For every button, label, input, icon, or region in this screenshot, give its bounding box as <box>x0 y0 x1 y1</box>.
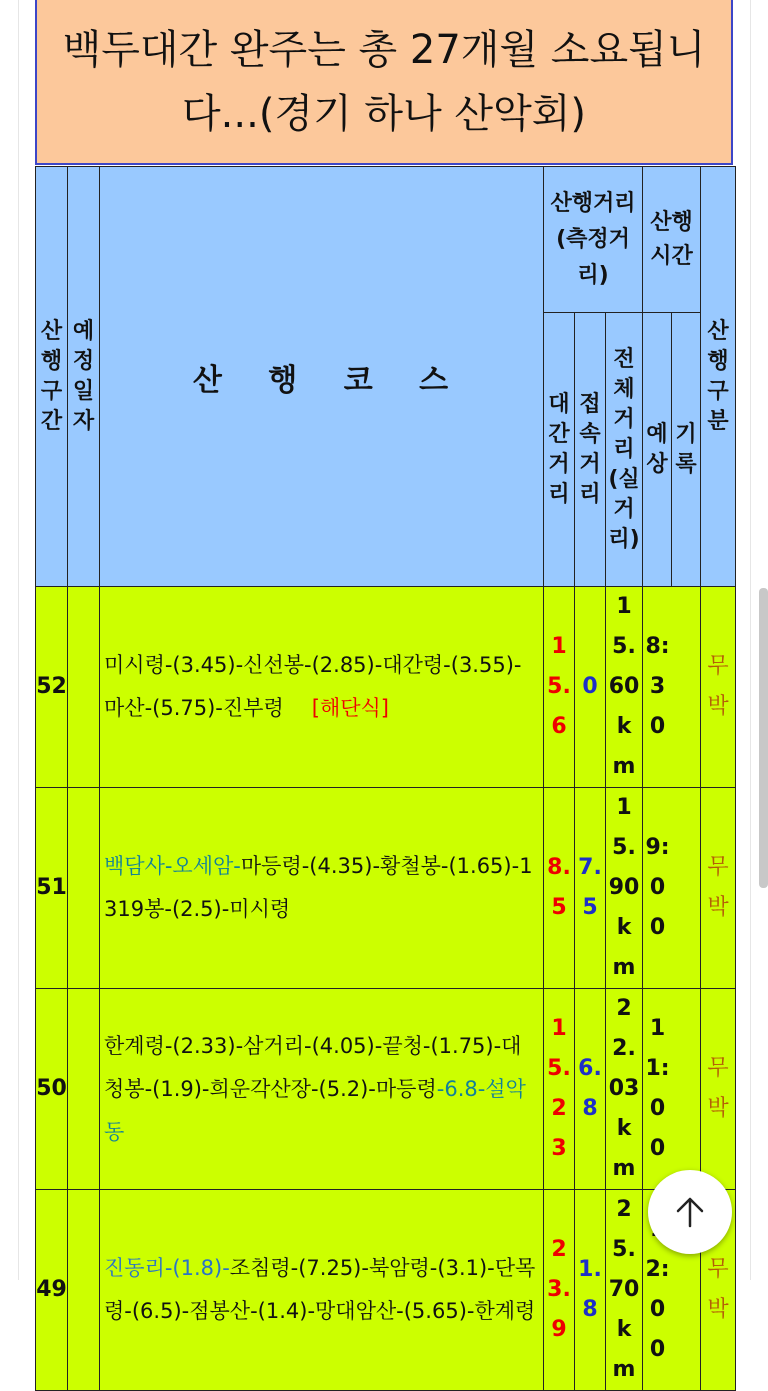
header-planned-date: 예정일자 <box>68 167 100 587</box>
table-row <box>36 788 736 989</box>
total-distance-cell: 15.60km <box>606 587 643 788</box>
expected-time-cell: 2:00 <box>643 1190 701 1391</box>
connect-distance-cell: 0 <box>575 587 606 788</box>
connect-distance-cell: 7.5 <box>575 788 606 989</box>
main-distance-cell: 15.6 <box>544 587 575 788</box>
page-edge-left <box>18 0 19 1280</box>
course-text-highlight: 진동리-(1.8)- <box>104 1256 230 1280</box>
category-cell: 무박 <box>701 989 736 1190</box>
course-text-highlight: -6.8-설악동 <box>104 1076 526 1144</box>
connect-distance-cell: 6.8 <box>575 989 606 1190</box>
main-distance-cell: 23.9 <box>544 1190 575 1391</box>
header-total-distance: 전체거리(실거리) <box>606 313 643 587</box>
scroll-to-top-button[interactable] <box>648 1170 732 1254</box>
arrow-up-icon <box>670 1192 710 1232</box>
course-text: 마등령-(4.35)-황철봉-(1.65)-1319봉-(2.5)-미시령 <box>104 854 533 921</box>
expected-time-cell: 9:00 <box>643 788 701 989</box>
course-text: 조침령-(7.25)-북암령-(3.1)-단목령-(6.5)-점봉산-(1.4)-망대암산-(5.65)-한계령 <box>104 1256 536 1323</box>
header-expected: 예상 <box>643 313 672 587</box>
course-cell <box>100 587 544 788</box>
title-banner <box>35 0 733 165</box>
planned-date-cell <box>68 989 100 1190</box>
scrollbar-thumb[interactable] <box>759 588 768 888</box>
page-title: 백두대간 완주는 총 27개월 소요됩니다...(경기 하나 산악회) <box>62 26 706 137</box>
category-cell: 무박 <box>701 587 736 788</box>
content-area <box>35 0 735 1382</box>
section-cell: 50 <box>36 989 68 1190</box>
connect-distance-cell: 1.8 <box>575 1190 606 1391</box>
course-text-highlight: 백담사-오세암- <box>104 854 241 878</box>
total-distance-cell: 22.03km <box>606 989 643 1190</box>
table-row <box>36 587 736 788</box>
section-cell: 52 <box>36 587 68 788</box>
course-cell <box>100 1190 544 1391</box>
course-text: 미시령-(3.45)-신선봉-(2.85)-대간령-(3.55)-마산-(5.75)-진부령 <box>104 653 522 720</box>
page-edge-right <box>750 0 751 1280</box>
total-distance-cell: 25.70km <box>606 1190 643 1391</box>
header-category: 산행구분 <box>701 167 736 587</box>
course-note: [해단식] <box>311 696 389 720</box>
header-connect-distance: 접속거리 <box>575 313 606 587</box>
course-cell <box>100 989 544 1190</box>
header-course: 산 행 코 스 <box>100 167 544 587</box>
planned-date-cell <box>68 1190 100 1391</box>
table-row <box>36 1190 736 1391</box>
hiking-schedule-table <box>35 166 736 1391</box>
expected-time-cell: 11:00 <box>643 989 701 1190</box>
course-text: 한계령-(2.33)-삼거리-(4.05)-끝청-(1.75)-대청봉-(1.9)-희운각산장-(5.2)-마등령 <box>104 1033 522 1101</box>
category-cell: 무박 <box>701 1190 736 1391</box>
main-distance-cell: 15.23 <box>544 989 575 1190</box>
section-cell: 51 <box>36 788 68 989</box>
category-cell: 무박 <box>701 788 736 989</box>
header-recorded: 기록 <box>672 313 701 587</box>
total-distance-cell: 15.90km <box>606 788 643 989</box>
course-cell <box>100 788 544 989</box>
planned-date-cell <box>68 587 100 788</box>
header-time-group: 산행시간 <box>643 167 701 313</box>
expected-time-cell: 8:30 <box>643 587 701 788</box>
planned-date-cell <box>68 788 100 989</box>
header-section: 산행구간 <box>36 167 68 587</box>
header-main-distance: 대간거리 <box>544 313 575 587</box>
header-distance-group: 산행거리(측정거리) <box>544 167 643 313</box>
section-cell: 49 <box>36 1190 68 1391</box>
table-row <box>36 989 736 1190</box>
main-distance-cell: 8.5 <box>544 788 575 989</box>
